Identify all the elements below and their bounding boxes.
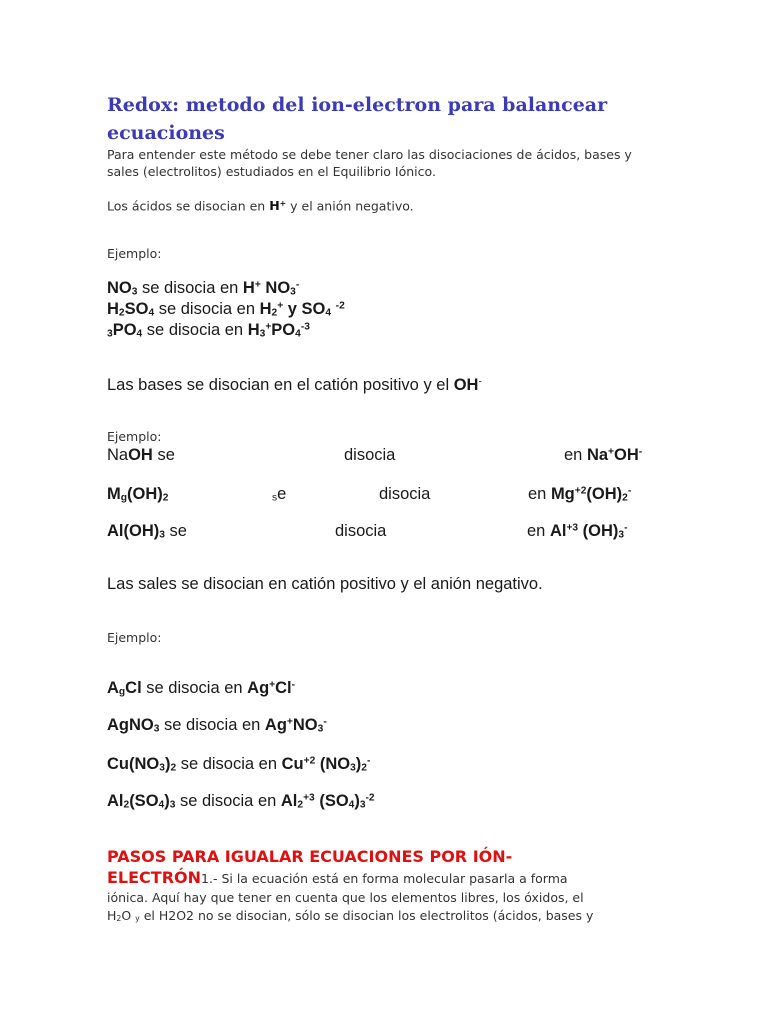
- salt-example-row: AgNO$_3$ se disocia en $Ag^+NO_3^-$: [107, 716, 327, 735]
- step1-line-2: iónica. Aquí hay que tener en cuenta que los elementos libres, los óxidos, el: [107, 890, 584, 905]
- intro-line-1: Para entender este método se debe tener claro las disociaciones de ácidos, bases y: [107, 147, 632, 162]
- salt-example-row: $Al_2(SO_4)_3$ se disocia en $Al_2^{+3}$ $(SO_4)_3^{-2}$: [107, 792, 375, 811]
- base-example-word: $_s$e: [272, 485, 287, 504]
- acid-example-row: $H_2SO_4$ se disocia en $H_2^+$ y $SO_4$ $^{-2}$: [107, 300, 345, 319]
- base-example-product: en $Mg^{+2}(OH)_2^-$: [528, 485, 632, 504]
- salt-example-row: $A_gCl$ se disocia en Ag+Cl-: [107, 679, 296, 698]
- acid-example-row: $_3PO_4$ se disocia en $H_3^+PO_4^{-3}$: [107, 321, 310, 340]
- salt-example-row: $Cu(NO_3)_2$ se disocia en $Cu^{+2}$ $(NO_3)_2^-$: [107, 755, 371, 774]
- example-label-acids: Ejemplo:: [107, 246, 162, 261]
- salts-sentence: Las sales se disocian en catión positivo y el anión negativo.: [107, 575, 543, 593]
- title-line-2: ecuaciones: [107, 122, 225, 144]
- intro-line-2: sales (electrolitos) estudiados en el Equilibrio Iónico.: [107, 164, 436, 179]
- step1-line-3: $H_2O$ $_y$ el H2O2 no se disocian, sólo se disocian los electrolitos (ácidos, bases y: [107, 908, 594, 924]
- document-title: [107, 91, 607, 147]
- base-example-product: en Na+OH-: [564, 446, 643, 464]
- intro-paragraph: [107, 146, 632, 180]
- steps-heading-line-2: ELECTRÓN1.- Si la ecuación está en forma molecular pasarla a forma: [107, 868, 568, 887]
- base-example-row: NaOH se: [107, 446, 175, 464]
- base-example-word: disocia: [335, 522, 387, 540]
- acid-example-row: $NO_3$ se disocia en H+ $NO_3^-$: [107, 279, 300, 298]
- acids-sentence: Los ácidos se disocian en H+ y el anión negativo.: [107, 198, 414, 214]
- base-example-row: $M_g(OH)_2$: [107, 485, 169, 504]
- steps-heading-line-1: PASOS PARA IGUALAR ECUACIONES POR IÓN-: [107, 847, 513, 866]
- example-label-salts: Ejemplo:: [107, 630, 162, 645]
- bases-sentence: Las bases se disocian en el catión positivo y el OH-: [107, 376, 482, 394]
- base-example-word: disocia: [344, 446, 396, 464]
- example-label-bases: Ejemplo:: [107, 429, 162, 444]
- base-example-row: $Al(OH)_3$ se: [107, 522, 187, 541]
- base-example-product: en $Al^{+3}$ $(OH)_3^-$: [527, 522, 628, 541]
- title-line-1: Redox: metodo del ion-electron para balancear: [107, 94, 608, 116]
- base-example-word: disocia: [379, 485, 431, 503]
